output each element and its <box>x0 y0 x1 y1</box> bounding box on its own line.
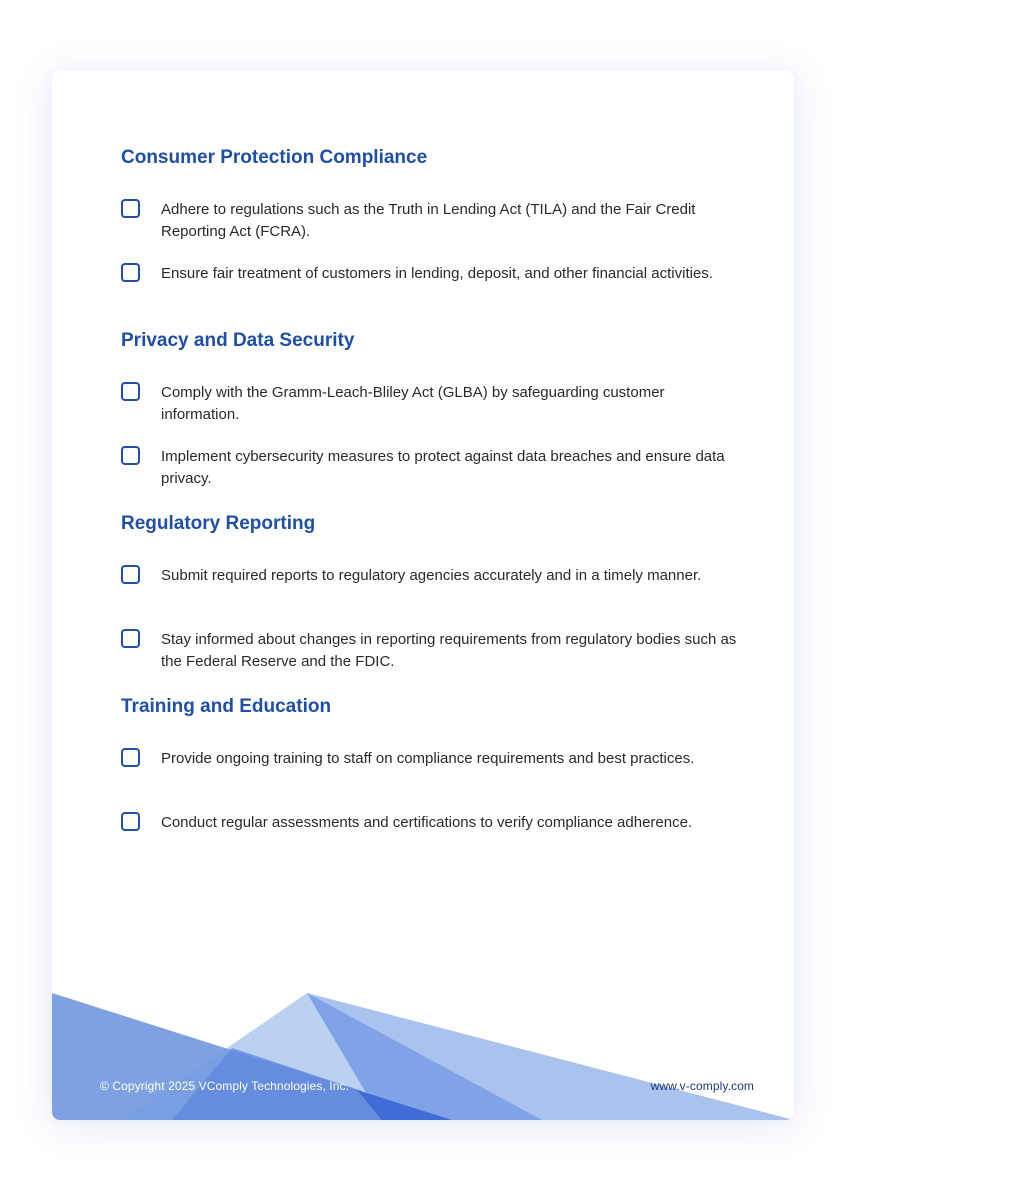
checkbox-icon[interactable] <box>121 565 140 584</box>
checklist-page <box>52 70 794 1120</box>
website-link[interactable]: www.v-comply.com <box>650 1079 754 1093</box>
section-title: Regulatory Reporting <box>121 513 316 534</box>
copyright-text: © Copyright 2025 VComply Technologies, Inc. <box>100 1079 350 1093</box>
checklist-item-text: Adhere to regulations such as the Truth in Lending Act (TILA) and the Fair Credit Reporting Act (FCRA). <box>161 201 696 240</box>
checkbox-icon[interactable] <box>121 199 140 218</box>
checklist-item-text: Comply with the Gramm-Leach-Bliley Act (GLBA) by safeguarding customer information. <box>161 384 665 423</box>
checklist-item <box>121 629 741 673</box>
checkbox-icon[interactable] <box>121 382 140 401</box>
checkbox-icon[interactable] <box>121 629 140 648</box>
checklist-content <box>121 146 741 878</box>
checklist-items <box>121 748 741 856</box>
checklist-item <box>121 263 741 307</box>
checkbox-icon[interactable] <box>121 446 140 465</box>
checklist-items <box>121 382 741 490</box>
checklist-item <box>121 812 741 856</box>
checklist-items <box>121 565 741 673</box>
footer-decoration <box>52 990 794 1120</box>
section-title: Privacy and Data Security <box>121 330 355 351</box>
section-privacy-data-security <box>121 329 741 490</box>
checklist-item-text: Implement cybersecurity measures to protect against data breaches and ensure data privacy. <box>161 448 725 487</box>
checklist-item <box>121 748 741 792</box>
checklist-item-text: Ensure fair treatment of customers in lending, deposit, and other financial activities. <box>161 265 713 282</box>
checklist-item <box>121 199 741 243</box>
section-regulatory-reporting <box>121 512 741 673</box>
section-title: Consumer Protection Compliance <box>121 147 428 168</box>
checklist-item-text: Submit required reports to regulatory agencies accurately and in a timely manner. <box>161 567 702 584</box>
checklist-item-text: Conduct regular assessments and certifications to verify compliance adherence. <box>161 814 693 831</box>
checklist-item <box>121 382 741 426</box>
section-training-education <box>121 695 741 856</box>
section-consumer-protection <box>121 146 741 307</box>
checklist-item <box>121 565 741 609</box>
section-title: Training and Education <box>121 696 332 717</box>
checklist-items <box>121 199 741 307</box>
checklist-item-text: Provide ongoing training to staff on compliance requirements and best practices. <box>161 750 695 767</box>
checklist-item <box>121 446 741 490</box>
checkbox-icon[interactable] <box>121 812 140 831</box>
checkbox-icon[interactable] <box>121 748 140 767</box>
checklist-item-text: Stay informed about changes in reporting requirements from regulatory bodies such as the Federal Reserve and the FDIC. <box>161 631 737 670</box>
checkbox-icon[interactable] <box>121 263 140 282</box>
